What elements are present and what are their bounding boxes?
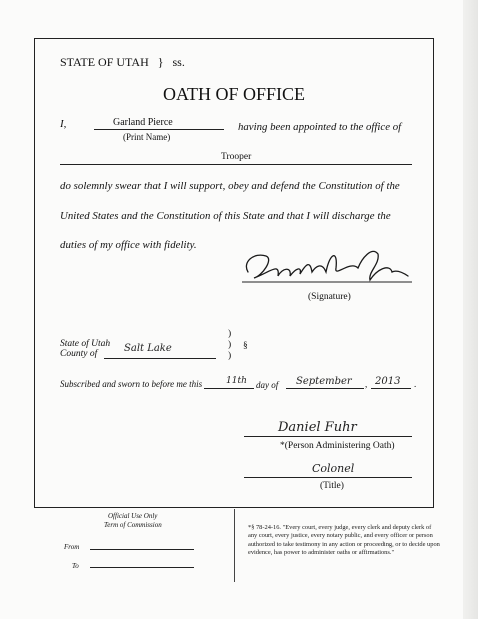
title-line: [244, 477, 412, 478]
year-line: [371, 388, 411, 389]
administrator-signature: Daniel Fuhr: [278, 420, 357, 435]
print-name-value: Garland Pierce: [113, 117, 173, 128]
day-of-label: day of: [256, 380, 279, 390]
scan-edge: [463, 0, 478, 619]
title-caption: (Title): [320, 481, 344, 491]
ss-label: ss.: [172, 55, 185, 69]
oath-line-1: do solemnly swear that I will support, obey and defend the Constitution of the: [60, 180, 400, 192]
print-name-caption: (Print Name): [123, 132, 171, 142]
year-separator: ,: [365, 379, 368, 389]
month-value: September: [296, 376, 352, 387]
oath-line-2: United States and the Constitution of this State and that I will discharge the: [60, 210, 391, 222]
county-label: County of: [60, 349, 98, 359]
day-line: [204, 388, 254, 389]
from-label: From: [64, 543, 80, 551]
oath-prefix: I,: [60, 118, 67, 130]
oath-line-3: duties of my office with fidelity.: [60, 239, 197, 251]
oathtaker-signature: [240, 242, 415, 290]
title-value: Colonel: [312, 462, 355, 475]
administrator-caption: *(Person Administering Oath): [280, 441, 395, 451]
county-line: [104, 358, 216, 359]
venue-paren-3: ): [228, 351, 232, 361]
header-brace: }: [157, 55, 164, 69]
month-line: [286, 388, 364, 389]
day-value: 11th: [226, 376, 247, 386]
print-name-line: [94, 129, 224, 130]
signature-caption: (Signature): [308, 292, 351, 302]
subscribed-text: Subscribed and sworn to before me this: [60, 379, 203, 389]
subscribed-end: .: [414, 379, 417, 389]
venue-paren-2: ): [228, 340, 232, 350]
section-symbol: §: [243, 341, 248, 351]
administrator-line: [244, 436, 412, 437]
term-of-commission-heading: Term of Commission: [104, 521, 162, 529]
venue-paren-1: ): [228, 329, 232, 339]
official-use-divider: [234, 509, 235, 582]
appointed-text: having been appointed to the office of: [238, 121, 402, 133]
office-line: [60, 164, 412, 165]
document-title: OATH OF OFFICE: [163, 84, 306, 104]
county-value: Salt Lake: [124, 343, 172, 354]
state-of-label: State of Utah: [60, 339, 111, 349]
from-line: [90, 549, 194, 550]
official-use-heading: Official Use Only: [108, 512, 158, 520]
statute-footnote: *§ 78-24-16. "Every court, every judge, every clerk and deputy clerk of any court, every justice, every notary public, and every officer or person authorized to take testimony in any action or proceeding, or to decide upon evidence, has power to administer oaths or affirmations.": [248, 524, 440, 557]
year-value: 2013: [375, 376, 401, 387]
venue-header: [60, 55, 185, 70]
office-value: Trooper: [221, 152, 252, 162]
to-line: [90, 567, 194, 568]
to-label: To: [72, 562, 79, 570]
state-heading: STATE OF UTAH: [60, 55, 149, 69]
